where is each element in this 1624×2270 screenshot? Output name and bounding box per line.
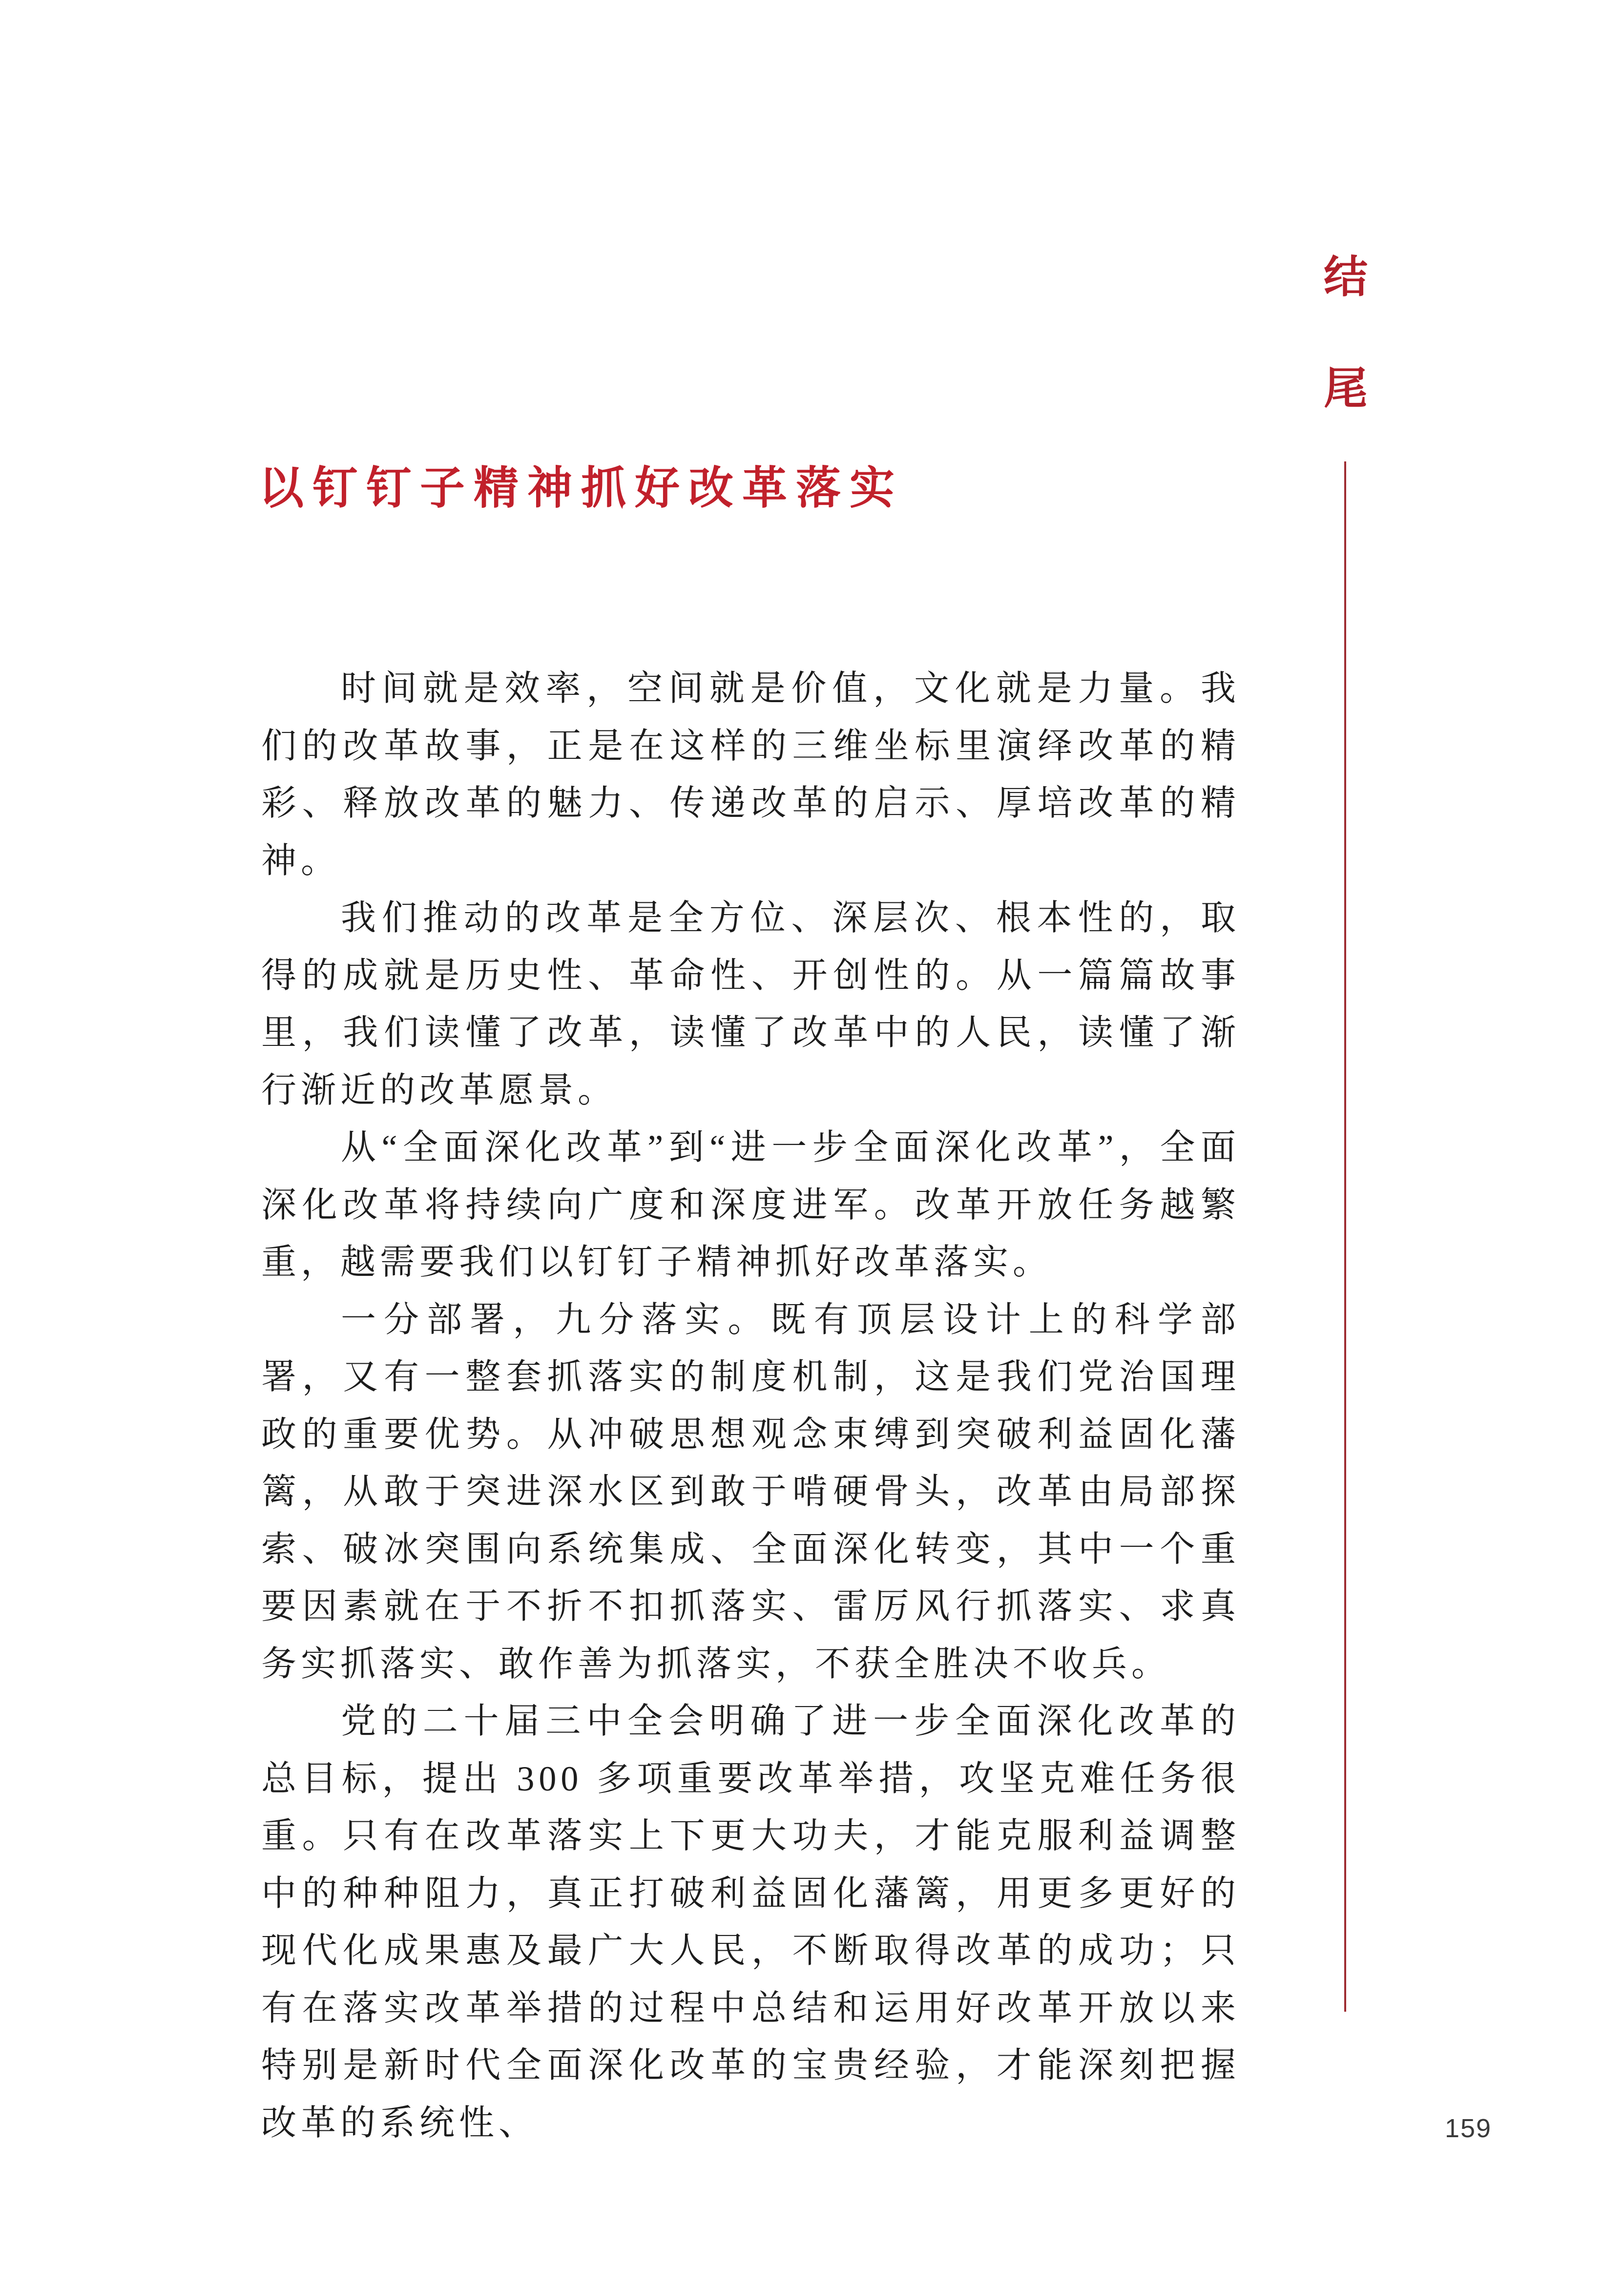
body-text	[261, 660, 1240, 2152]
paragraph-3: 从“全面深化改革”到“进一步全面深化改革”，全面深化改革将持续向广度和深度进军。改革开放任务越繁重，越需要我们以钉钉子精神抓好改革落实。	[261, 1128, 1240, 1282]
chapter-side-label-char-1: 结	[1324, 253, 1368, 302]
chapter-side-label-char-2: 尾	[1324, 365, 1368, 413]
chapter-vertical-rule	[1344, 461, 1346, 2012]
paragraph-1: 时间就是效率，空间就是价值，文化就是力量。我们的改革故事，正是在这样的三维坐标里演绎改革的精彩、释放改革的魅力、传递改革的启示、厚培改革的精神。	[261, 669, 1240, 880]
paragraph-5: 党的二十届三中全会明确了进一步全面深化改革的总目标，提出 300 多项重要改革举措，攻坚克难任务很重。只有在改革落实上下更大功夫，才能克服利益调整中的种种阻力，真正打破利益固化藩篱，用更多更好的现代化成果惠及最广大人民，不断取得改革的成功；只有在落实改革举措的过程中总结和运用好改革开放以来特别是新时代全面深化改革的宝贵经验，才能深刻把握改革的系统性、	[261, 1702, 1240, 2143]
paragraph-4: 一分部署，九分落实。既有顶层设计上的科学部署，又有一整套抓落实的制度机制，这是我们党治国理政的重要优势。从冲破思想观念束缚到突破利益固化藩篱，从敢于突进深水区到敢于啃硬骨头，改革由局部探索、破冰突围向系统集成、全面深化转变，其中一个重要因素就在于不折不扣抓落实、雷厉风行抓落实、求真务实抓落实、敢作善为抓落实，不获全胜决不收兵。	[261, 1300, 1240, 1684]
page-number: 159	[1444, 2114, 1492, 2143]
page-title: 以钉钉子精神抓好改革落实	[259, 463, 904, 513]
paragraph-2: 我们推动的改革是全方位、深层次、根本性的，取得的成就是历史性、革命性、开创性的。从一篇篇故事里，我们读懂了改革，读懂了改革中的人民，读懂了渐行渐近的改革愿景。	[261, 898, 1240, 1110]
chapter-side-label	[1322, 253, 1369, 413]
